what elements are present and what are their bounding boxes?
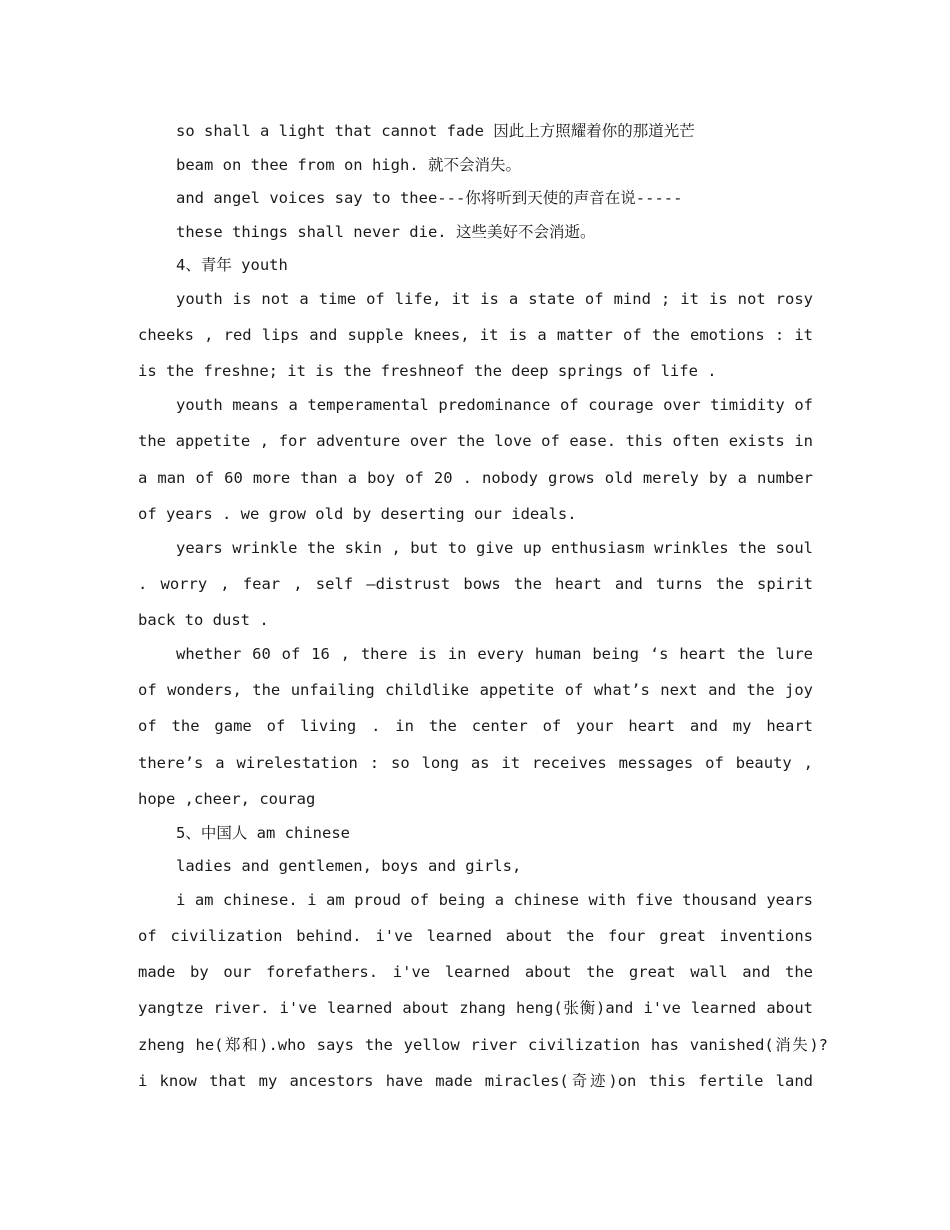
text-line: youth means a temperamental predominance of courage over timidity of xyxy=(176,396,813,414)
text-line: is the freshne; it is the freshneof the deep springs of life . xyxy=(138,362,717,380)
text-line: ladies and gentlemen, boys and girls, xyxy=(176,857,522,875)
text-line: of years . we grow old by deserting our ideals. xyxy=(138,505,577,523)
text-line: beam on thee from on high. 就不会消失。 xyxy=(176,156,521,174)
text-line: hope ,cheer, courag xyxy=(138,790,316,808)
text-line: youth is not a time of life, it is a state of mind ; it is not rosy xyxy=(176,290,813,308)
text-line: a man of 60 more than a boy of 20 . nobody grows old merely by a number xyxy=(138,469,813,487)
text-line: cheeks , red lips and supple knees, it is a matter of the emotions : it xyxy=(138,326,813,344)
text-line: so shall a light that cannot fade 因此上方照耀着你的那道光芒 xyxy=(176,122,695,140)
section-heading: 5、中国人 am chinese xyxy=(176,824,350,842)
text-line: of wonders, the unfailing childlike appetite of what’s next and the joy xyxy=(138,681,813,699)
section-heading: 4、青年 youth xyxy=(176,256,288,274)
text-line: there’s a wirelestation : so long as it receives messages of beauty , xyxy=(138,754,813,772)
text-line: these things shall never die. 这些美好不会消逝。 xyxy=(176,223,596,241)
text-line: years wrinkle the skin , but to give up enthusiasm wrinkles the soul xyxy=(176,539,813,557)
text-line: yangtze river. i've learned about zhang heng(张衡)and i've learned about xyxy=(138,999,813,1017)
text-line: i am chinese. i am proud of being a chinese with five thousand years xyxy=(176,891,813,909)
text-line: the appetite , for adventure over the love of ease. this often exists in xyxy=(138,432,813,450)
text-line: of the game of living . in the center of your heart and my heart xyxy=(138,717,813,735)
text-line: . worry , fear , self –distrust bows the heart and turns the spirit xyxy=(138,575,813,593)
text-line: and angel voices say to thee---你将听到天使的声音在说----- xyxy=(176,189,683,207)
text-line: of civilization behind. i've learned about the four great inventions xyxy=(138,927,813,945)
text-line: whether 60 of 16 , there is in every human being ‘s heart the lure xyxy=(176,645,813,663)
text-line: made by our forefathers. i've learned about the great wall and the xyxy=(138,963,813,981)
text-line: back to dust . xyxy=(138,611,269,629)
text-line: i know that my ancestors have made miracles(奇迹)on this fertile land xyxy=(138,1072,813,1090)
text-line: zheng he(郑和).who says the yellow river civilization has vanished(消失)? xyxy=(138,1036,828,1054)
